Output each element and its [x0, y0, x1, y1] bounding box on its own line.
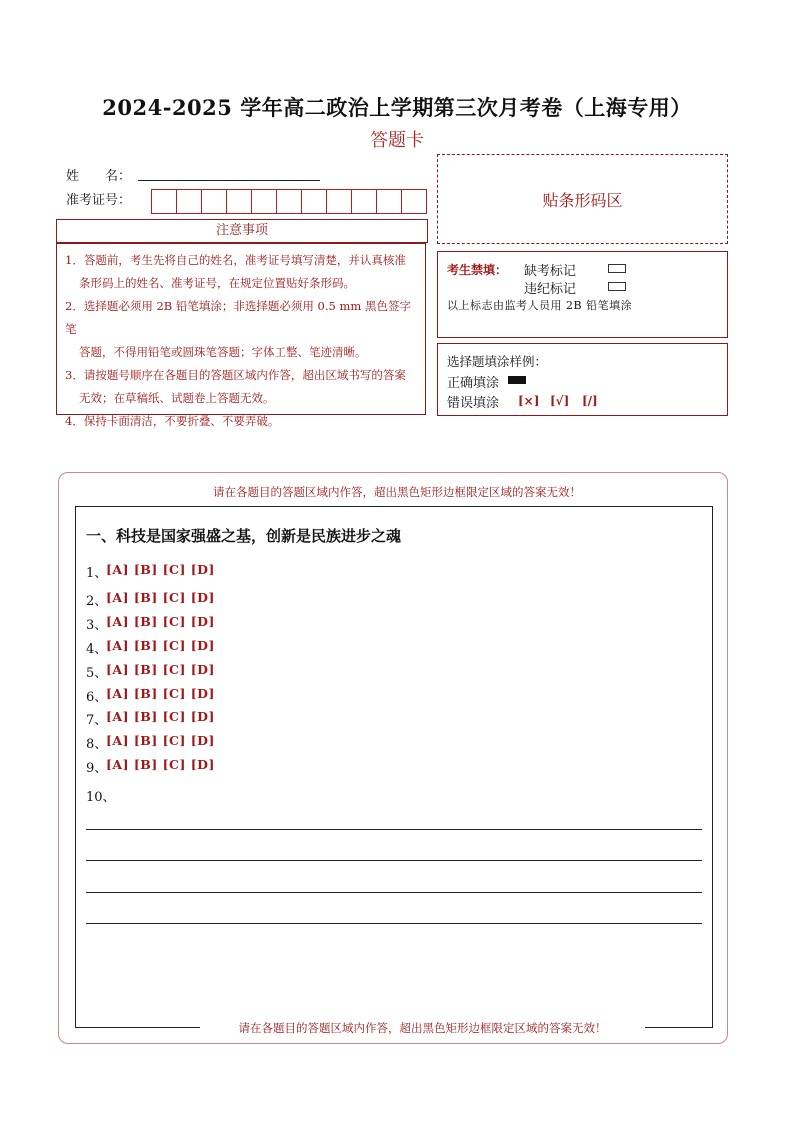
wrong-fill-example: [×]: [518, 394, 540, 408]
choice-options[interactable]: [A] [B] [C] [D]: [106, 562, 215, 577]
violation-mark-box[interactable]: [608, 282, 626, 291]
section-title: 一、科技是国家强盛之基，创新是民族进步之魂: [86, 527, 402, 545]
question-number: 9、: [86, 761, 108, 776]
question-number: 2、: [86, 594, 108, 609]
choice-options[interactable]: [A] [B] [C] [D]: [106, 614, 215, 629]
barcode-label: 贴条形码区: [542, 190, 623, 210]
correct-fill-label: 正确填涂: [447, 376, 500, 391]
wrong-fill-example: [√]: [550, 394, 570, 408]
absent-mark-label: 缺考标记: [524, 264, 577, 279]
wrong-fill-example: [/]: [582, 394, 598, 408]
page-subtitle: 答题卡: [370, 130, 424, 151]
exam-id-cell[interactable]: [251, 189, 277, 214]
exam-id-cell[interactable]: [401, 189, 427, 214]
exam-id-cell[interactable]: [376, 189, 402, 214]
choice-options[interactable]: [A] [B] [C] [D]: [106, 733, 215, 748]
exam-id-label: 准考证号：: [66, 193, 132, 208]
choice-options[interactable]: [A] [B] [C] [D]: [106, 638, 215, 653]
answer-line[interactable]: [86, 892, 702, 893]
answer-line[interactable]: [86, 860, 702, 861]
notice-item: [65, 249, 417, 295]
exam-id-cell[interactable]: [351, 189, 377, 214]
exam-id-boxes[interactable]: [151, 189, 426, 214]
question-number: 6、: [86, 690, 108, 705]
choice-options[interactable]: [A] [B] [C] [D]: [106, 590, 215, 605]
notice-box: [56, 243, 426, 428]
notice-text: 2．选择题必须用 2B 铅笔填涂；非选择题必须用 0.5 mm 黑色签字笔: [65, 299, 411, 336]
proctor-marks-box: [437, 251, 728, 338]
fill-sample-box: [437, 343, 728, 416]
answer-line[interactable]: [86, 923, 702, 924]
notice-item: [65, 364, 417, 410]
exam-id-cell[interactable]: [226, 189, 252, 214]
exam-id-cell[interactable]: [276, 189, 302, 214]
barcode-area: [437, 154, 728, 244]
name-label: 姓 名：: [66, 169, 132, 184]
exam-id-cell[interactable]: [176, 189, 202, 214]
correct-fill-example: [508, 376, 526, 384]
question-number: 1、: [86, 566, 108, 581]
forbid-note: 以上标志由监考人员用 2B 铅笔填涂: [447, 299, 633, 312]
top-warning: 请在各题目的答题区域内作答，超出黑色矩形边框限定区域的答案无效！: [213, 485, 581, 499]
notice-text: 4．保持卡面清洁，不要折叠、不要弄破。: [65, 414, 280, 428]
choice-options[interactable]: [A] [B] [C] [D]: [106, 686, 215, 701]
question-number: 10、: [86, 790, 116, 805]
notice-text: 答题，不得用铅笔或圆珠笔答题；字体工整、笔迹清晰。: [79, 345, 367, 359]
question-number: 3、: [86, 618, 108, 633]
question-number: 5、: [86, 666, 108, 681]
absent-mark-box[interactable]: [608, 264, 626, 273]
notice-text: 1．答题前，考生先将自己的姓名，准考证号填写清楚，并认真核准: [65, 253, 406, 267]
notice-item: [65, 295, 417, 364]
choice-options[interactable]: [A] [B] [C] [D]: [106, 709, 215, 724]
question-number: 7、: [86, 713, 108, 728]
choice-options[interactable]: [A] [B] [C] [D]: [106, 757, 215, 772]
notice-text: 条形码上的姓名、准考证号，在规定位置贴好条形码。: [79, 276, 355, 290]
bottom-warning: 请在各题目的答题区域内作答，超出黑色矩形边框限定区域的答案无效！: [200, 1020, 645, 1036]
notice-text: 无效；在草稿纸、试题卷上答题无效。: [79, 391, 275, 405]
choice-options[interactable]: [A] [B] [C] [D]: [106, 662, 215, 677]
exam-id-cell[interactable]: [151, 189, 177, 214]
notice-text: 3．请按题号顺序在各题目的答题区域内作答，超出区域书写的答案: [65, 368, 406, 382]
exam-id-cell[interactable]: [326, 189, 352, 214]
exam-id-cell[interactable]: [301, 189, 327, 214]
question-number: 8、: [86, 737, 108, 752]
name-field[interactable]: [138, 180, 320, 181]
notice-heading: 注意事项: [56, 219, 428, 243]
exam-id-cell[interactable]: [201, 189, 227, 214]
sample-title: 选择题填涂样例：: [447, 354, 548, 369]
page-title: 2024-2025 学年高二政治上学期第三次月考卷（上海专用）: [102, 95, 692, 120]
wrong-fill-label: 错误填涂: [447, 396, 500, 411]
notice-item: [65, 410, 417, 433]
violation-mark-label: 违纪标记: [524, 282, 577, 297]
answer-line[interactable]: [86, 829, 702, 830]
question-number: 4、: [86, 642, 108, 657]
forbid-label: 考生禁填：: [447, 263, 508, 277]
